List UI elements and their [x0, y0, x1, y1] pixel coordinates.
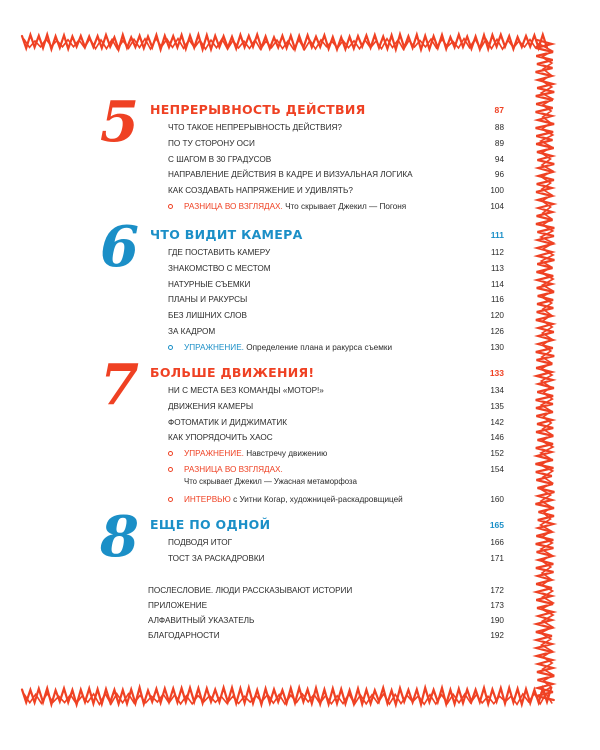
bullet-circle-icon [168, 204, 173, 209]
chapter-number: 5 [100, 89, 139, 155]
backmatter-page: 172 [490, 586, 504, 595]
feature-label: ИНТЕРВЬЮ [184, 494, 231, 504]
entry-page: 96 [494, 170, 504, 180]
backmatter-entry[interactable] [148, 629, 504, 643]
feature-text [184, 447, 327, 461]
toc-entry[interactable] [168, 262, 504, 276]
bullet-circle-icon [168, 467, 173, 472]
entry-title: ФОТОМАТИК И ДИДЖИМАТИК [168, 417, 288, 427]
chapter-title: ЧТО ВИДИТ КАМЕРА [150, 227, 303, 242]
chapter-page: 111 [490, 230, 504, 240]
entry-title: НАТУРНЫЕ СЪЕМКИ [168, 279, 251, 289]
chapter-title: НЕПРЕРЫВНОСТЬ ДЕЙСТВИЯ [150, 102, 366, 117]
backmatter-entry[interactable] [148, 614, 504, 628]
backmatter-entry[interactable] [148, 584, 504, 598]
feature-subline: Что скрывает Джекил — Ужасная метаморфоза [184, 477, 357, 486]
backmatter-title: АЛФАВИТНЫЙ УКАЗАТЕЛЬ [148, 616, 255, 625]
toc-feature-entry[interactable] [168, 493, 504, 507]
bullet-circle-icon [168, 345, 173, 350]
entry-page: 154 [490, 465, 504, 474]
entry-title: БЕЗ ЛИШНИХ СЛОВ [168, 311, 248, 321]
feature-label: УПРАЖНЕНИЕ. [184, 342, 244, 352]
toc-entry[interactable] [168, 325, 504, 339]
entry-page: 88 [494, 123, 504, 132]
backmatter-page: 192 [490, 631, 504, 640]
feature-description: Навстречу движению [243, 449, 328, 459]
toc-feature-entry[interactable] [168, 463, 504, 477]
feature-text [184, 341, 392, 355]
chapter-page: 87 [494, 105, 504, 115]
toc-feature-entry[interactable] [168, 447, 504, 461]
entry-page: 171 [490, 553, 504, 563]
entry-title: ГДЕ ПОСТАВИТЬ КАМЕРУ [168, 248, 271, 257]
entry-title: ЧТО ТАКОЕ НЕПРЕРЫВНОСТЬ ДЕЙСТВИЯ? [168, 123, 342, 132]
entry-page: 120 [490, 311, 504, 321]
chapter-title: БОЛЬШЕ ДВИЖЕНИЯ! [150, 365, 315, 380]
entry-page: 89 [494, 138, 504, 148]
chapter-number: 8 [100, 504, 139, 570]
toc-entry[interactable] [168, 552, 504, 566]
entry-page: 135 [490, 401, 504, 411]
entry-page: 134 [490, 386, 504, 395]
bullet-circle-icon [168, 451, 173, 456]
toc-entry[interactable] [168, 416, 504, 430]
toc-feature-entry[interactable] [168, 341, 504, 355]
bullet-circle-icon [168, 497, 173, 502]
toc-entry[interactable] [168, 278, 504, 292]
feature-description: с Уитни Когар, художницей-раскадровщицей [230, 494, 403, 504]
entry-page: 166 [490, 538, 504, 547]
toc-entry[interactable] [168, 384, 504, 398]
entry-page: 152 [490, 449, 504, 459]
feature-text [184, 463, 283, 477]
chapter-number: 7 [100, 352, 139, 418]
entry-page: 113 [490, 263, 504, 273]
toc-entry[interactable] [168, 400, 504, 414]
entry-page: 142 [490, 417, 504, 427]
toc-feature-entry[interactable] [168, 200, 504, 214]
toc-entry[interactable] [168, 137, 504, 151]
toc-entry[interactable] [168, 309, 504, 323]
entry-title: ДВИЖЕНИЯ КАМЕРЫ [168, 401, 254, 411]
entry-title: НАПРАВЛЕНИЕ ДЕЙСТВИЯ В КАДРЕ И ВИЗУАЛЬНАЯ ЛОГИКА [168, 170, 413, 180]
backmatter-title: ПОСЛЕСЛОВИЕ. ЛЮДИ РАССКАЗЫВАЮТ ИСТОРИИ [148, 586, 353, 595]
entry-page: 94 [494, 154, 504, 164]
entry-page: 100 [490, 186, 504, 196]
entry-title: ЗА КАДРОМ [168, 327, 216, 336]
toc-entry[interactable] [168, 431, 504, 445]
toc-entry[interactable] [168, 168, 504, 182]
chapter-page: 133 [489, 368, 504, 378]
entry-page: 130 [490, 342, 504, 352]
entry-title: ПОДВОДЯ ИТОГ [168, 538, 233, 547]
backmatter-title: БЛАГОДАРНОСТИ [148, 631, 220, 640]
feature-description: Определение плана и ракурса съемки [243, 342, 393, 352]
toc-entry[interactable] [168, 121, 504, 135]
backmatter-page: 173 [490, 601, 504, 610]
entry-title: КАК СОЗДАВАТЬ НАПРЯЖЕНИЕ И УДИВЛЯТЬ? [168, 186, 353, 196]
feature-label: УПРАЖНЕНИЕ. [184, 449, 244, 459]
entry-title: ТОСТ ЗА РАСКАДРОВКИ [168, 553, 265, 563]
entry-page: 126 [490, 327, 504, 336]
backmatter-page: 190 [490, 616, 504, 625]
toc-entry[interactable] [168, 293, 504, 307]
feature-label: РАЗНИЦА ВО ВЗГЛЯДАХ. [184, 202, 283, 211]
entry-page: 104 [490, 202, 504, 211]
entry-title: ПО ТУ СТОРОНУ ОСИ [168, 138, 255, 148]
feature-label: РАЗНИЦА ВО ВЗГЛЯДАХ. [184, 465, 283, 474]
chapter-title: ЕЩЕ ПО ОДНОЙ [150, 517, 271, 532]
entry-title: КАК УПОРЯДОЧИТЬ ХАОС [168, 433, 273, 443]
entry-title: НИ С МЕСТА БЕЗ КОМАНДЫ «МОТОР!» [168, 386, 324, 395]
chapter-number: 6 [100, 214, 139, 280]
feature-description: Что скрывает Джекил — Погоня [282, 202, 407, 211]
entry-page: 146 [490, 433, 504, 443]
entry-title: ПЛАНЫ И РАКУРСЫ [168, 295, 248, 305]
feature-text [184, 200, 406, 214]
entry-page: 116 [490, 295, 504, 305]
backmatter-title: ПРИЛОЖЕНИЕ [148, 601, 208, 610]
entry-title: ЗНАКОМСТВО С МЕСТОМ [168, 263, 271, 273]
entry-title: С ШАГОМ В 30 ГРАДУСОВ [168, 154, 272, 164]
entry-page: 160 [490, 494, 504, 504]
entry-page: 112 [490, 248, 504, 257]
chapter-page: 165 [489, 520, 504, 530]
backmatter-entry[interactable] [148, 599, 504, 613]
toc-entry[interactable] [168, 536, 504, 550]
toc-entry[interactable] [168, 184, 504, 198]
entry-page: 114 [490, 279, 504, 289]
toc-entry[interactable] [168, 246, 504, 260]
toc-entry[interactable] [168, 153, 504, 167]
feature-text [184, 493, 403, 507]
